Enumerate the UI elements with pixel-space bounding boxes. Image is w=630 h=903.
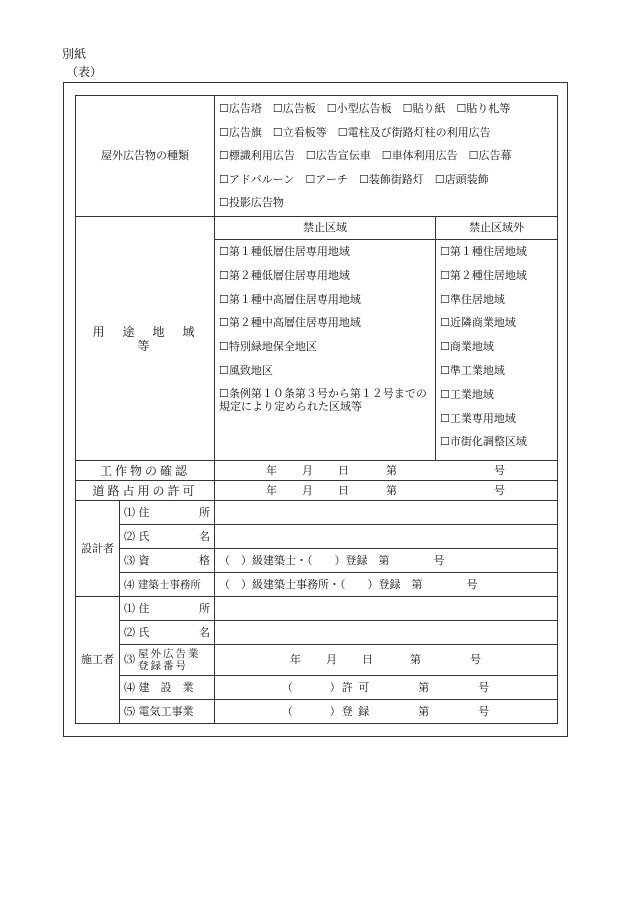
structure-confirm-field[interactable]: 年 月 日 第 号 [215, 461, 558, 481]
outside-zone-option[interactable]: ☐近隣商業地域 [440, 316, 516, 330]
row-number: ⑶ [124, 553, 135, 567]
prohibited-zone-option[interactable]: ☐特別緑地保全地区 [219, 340, 317, 354]
label-text: 建築士事務所 [137, 578, 201, 591]
builder-row [76, 621, 558, 645]
prohibited-zone-option[interactable]: ☐第２種中高層住居専用地域 [219, 316, 361, 330]
label-text: 氏 [138, 625, 150, 639]
label-text: 所 [199, 601, 210, 615]
structure-confirm-row [76, 461, 558, 481]
row-number: ⑵ [124, 625, 135, 639]
builder-row [76, 676, 558, 700]
label-text: 名 [199, 529, 210, 543]
zones-label: 用 途 地 域 等 [76, 217, 215, 461]
prohibited-zone-option[interactable]: ☐第２種低層住居専用地域 [219, 268, 350, 282]
designer-row [76, 573, 558, 597]
designer-qualification-field[interactable]: （ ）級建築士・（ ）登録 第 号 [215, 549, 558, 573]
label-text: 登録番号 [138, 660, 188, 672]
row-number: ⑵ [124, 529, 135, 543]
builder-row [76, 700, 558, 724]
ad-types-line[interactable]: ☐標識利用広告 ☐広告宣伝車 ☐車体利用広告 ☐広告幕 [219, 149, 512, 163]
ad-types-options [215, 96, 558, 217]
builder-ad-registration-field[interactable]: 年 月 日 第 号 [215, 645, 558, 676]
prohibited-zone-header: 禁止区域 [215, 217, 436, 240]
row-number: ⑸ [124, 704, 135, 718]
builder-name-label [120, 621, 215, 645]
outside-zone-header: 禁止区域外 [436, 217, 558, 240]
label-text: 氏 [138, 529, 150, 543]
road-permit-label: 道路占用の許可 [76, 481, 215, 501]
designer-address-label [120, 501, 215, 525]
row-number: ⑴ [124, 505, 135, 519]
designer-name-label [120, 525, 215, 549]
prohibited-zone-list [215, 240, 436, 461]
ad-types-row [76, 96, 558, 217]
ad-types-line[interactable]: ☐広告塔 ☐広告板 ☐小型広告板 ☐貼り紙 ☐貼り札等 [219, 102, 511, 116]
designer-row [76, 501, 558, 525]
outside-zone-list [436, 240, 558, 461]
application-form-table [75, 95, 558, 724]
outside-zone-option[interactable]: ☐第１種住居地域 [440, 245, 527, 258]
prohibited-zone-option[interactable]: ☐第１種低層住居専用地域 [219, 245, 350, 258]
prohibited-zone-option[interactable]: ☐条例第１０条第３号から第１２号までの規定により定められた区域等 [219, 386, 427, 413]
page-header-title: 別紙 [62, 47, 87, 61]
outside-zone-option[interactable]: ☐工業専用地域 [440, 411, 516, 425]
designer-row [76, 549, 558, 573]
label-text: 所 [199, 505, 210, 519]
designer-qualification-label [120, 549, 215, 573]
designer-group-label: 設計者 [76, 501, 120, 597]
ad-types-line[interactable]: ☐アドバルーン ☐アーチ ☐装飾街路灯 ☐店頭装飾 [219, 172, 489, 186]
label-text: 資 [138, 553, 150, 567]
page-header-subtitle: （表） [66, 65, 103, 79]
builder-address-label [120, 597, 215, 621]
prohibited-zone-option[interactable]: ☐風致地区 [219, 363, 273, 377]
label-text: 住 [138, 601, 150, 615]
outside-zone-option[interactable]: ☐準住居地域 [440, 292, 505, 306]
label-text: 格 [199, 553, 210, 567]
designer-name-field[interactable] [215, 525, 558, 549]
row-number: ⑶ [124, 653, 135, 666]
road-permit-row [76, 481, 558, 501]
builder-group-label: 施工者 [76, 597, 120, 724]
outside-zone-option[interactable]: ☐工業地域 [440, 387, 494, 401]
ad-types-line[interactable]: ☐広告旗 ☐立看板等 ☐電柱及び街路灯柱の利用広告 [219, 125, 491, 139]
builder-construction-label [120, 676, 215, 700]
zones-header-row [76, 217, 558, 240]
builder-electrical-field[interactable]: （ ）登 録 第 号 [215, 700, 558, 724]
row-number: ⑷ [124, 578, 135, 591]
outside-zone-option[interactable]: ☐第２種住居地域 [440, 268, 527, 282]
row-number: ⑷ [124, 680, 135, 694]
builder-row [76, 597, 558, 621]
builder-address-field[interactable] [215, 597, 558, 621]
ad-types-label: 屋外広告物の種類 [76, 96, 215, 217]
designer-row [76, 525, 558, 549]
label-text: 電気工事業 [138, 704, 194, 718]
builder-row [76, 645, 558, 676]
prohibited-zone-option[interactable]: ☐第１種中高層住居専用地域 [219, 292, 361, 306]
label-text: 名 [199, 625, 210, 639]
label-text: 住 [138, 505, 150, 519]
designer-office-label [120, 573, 215, 597]
road-permit-field[interactable]: 年 月 日 第 号 [215, 481, 558, 501]
outside-zone-option[interactable]: ☐市街化調整区域 [440, 435, 527, 449]
label-text: 建 設 業 [138, 680, 194, 694]
builder-name-field[interactable] [215, 621, 558, 645]
structure-confirm-label: 工作物の確認 [76, 461, 215, 481]
outside-zone-option[interactable]: ☐商業地域 [440, 340, 494, 354]
row-number: ⑴ [124, 601, 135, 615]
builder-construction-field[interactable]: （ ）許 可 第 号 [215, 676, 558, 700]
ad-types-line[interactable]: ☐投影広告物 [219, 196, 284, 210]
designer-office-field[interactable]: （ ）級建築士事務所・（ ）登録 第 号 [215, 573, 558, 597]
outside-zone-option[interactable]: ☐準工業地域 [440, 363, 505, 377]
label-text: 屋外広告業 [138, 648, 201, 660]
designer-address-field[interactable] [215, 501, 558, 525]
builder-electrical-label [120, 700, 215, 724]
builder-ad-registration-label [120, 645, 215, 676]
